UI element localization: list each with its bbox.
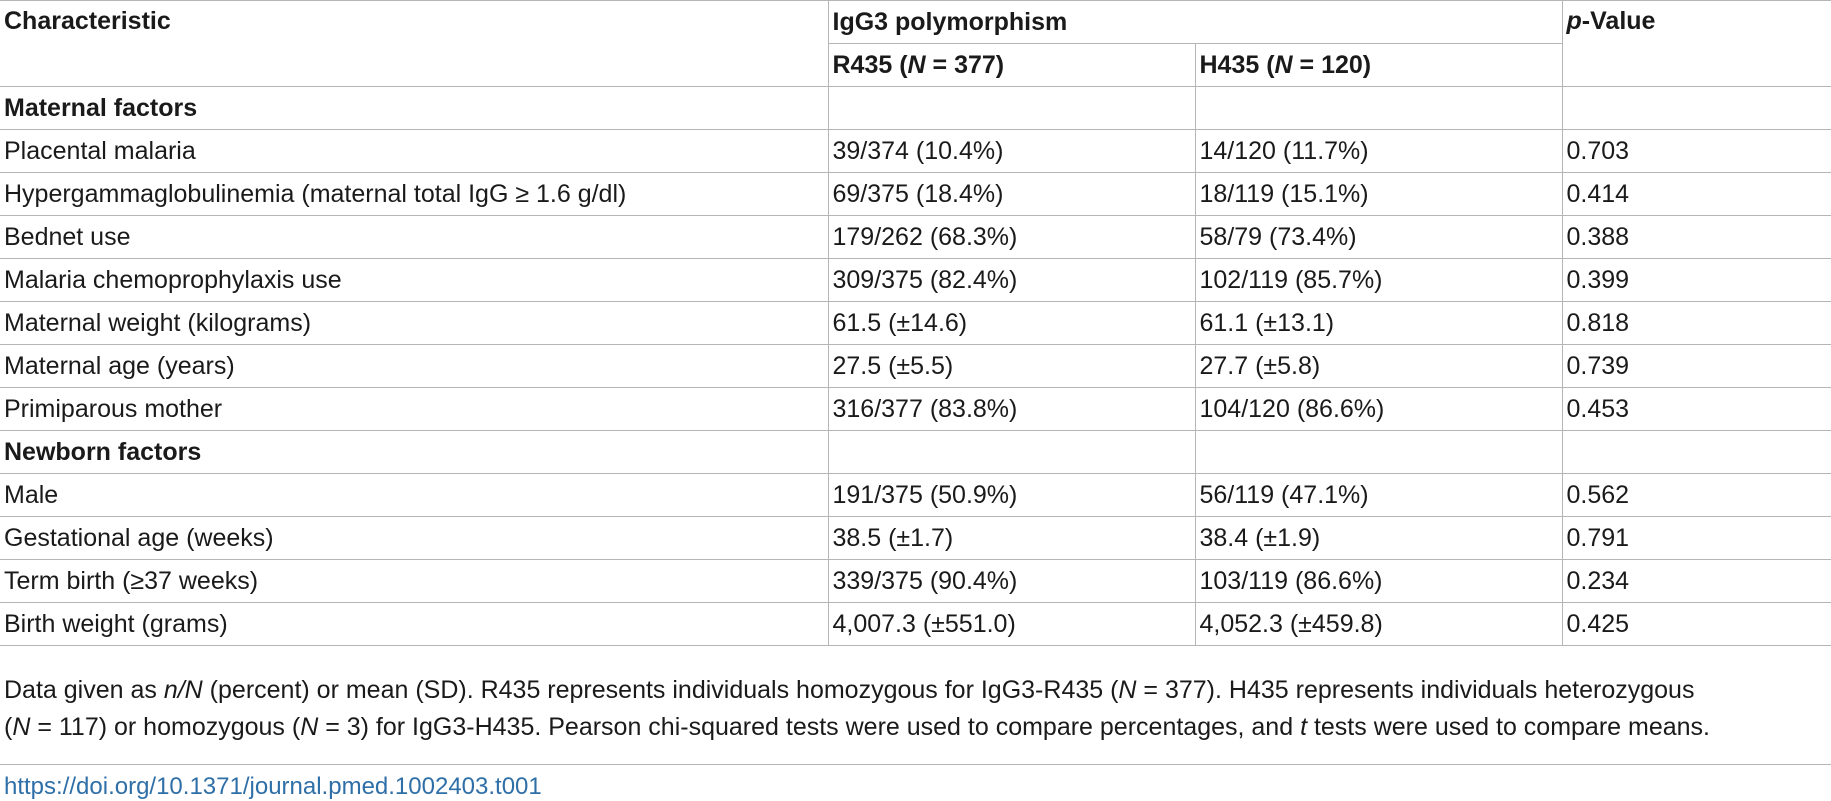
cell-r435: 38.5 (±1.7)	[828, 517, 1195, 560]
cell-p-value: 0.425	[1562, 603, 1831, 646]
p-value-suffix: -Value	[1581, 7, 1656, 35]
cell-characteristic: Term birth (≥37 weeks)	[0, 560, 828, 603]
cell-p-value: 0.703	[1562, 130, 1831, 173]
cell-p-value: 0.739	[1562, 345, 1831, 388]
p-italic: p	[1566, 7, 1582, 35]
footnote-italic: t	[1300, 713, 1308, 741]
header-p-value	[1562, 1, 1831, 87]
footnote-text: = 377). H435 represents individuals heterozygous	[1136, 676, 1695, 704]
cell-h435: 27.7 (±5.8)	[1195, 345, 1562, 388]
cell-characteristic: Placental malaria	[0, 130, 828, 173]
header-igg3-polymorphism: IgG3 polymorphism	[828, 1, 1562, 44]
table-row	[0, 345, 1831, 388]
empty-cell	[1562, 87, 1831, 130]
r435-n: N	[907, 50, 926, 79]
footnote-italic: N	[12, 713, 31, 741]
cell-r435: 27.5 (±5.5)	[828, 345, 1195, 388]
footnote-text: tests were used to compare means.	[1307, 713, 1710, 741]
cell-p-value: 0.414	[1562, 173, 1831, 216]
cell-r435: 4,007.3 (±551.0)	[828, 603, 1195, 646]
empty-cell	[1195, 87, 1562, 130]
table-row	[0, 560, 1831, 603]
cell-r435: 179/262 (68.3%)	[828, 216, 1195, 259]
section-row-newborn	[0, 431, 1831, 474]
cell-characteristic: Maternal weight (kilograms)	[0, 302, 828, 345]
cell-h435: 104/120 (86.6%)	[1195, 388, 1562, 431]
footnote-text: = 117) or homozygous (	[30, 713, 301, 741]
cell-p-value: 0.791	[1562, 517, 1831, 560]
empty-cell	[828, 431, 1195, 474]
footnote-text: (	[4, 713, 13, 741]
cell-characteristic: Male	[0, 474, 828, 517]
cell-h435: 58/79 (73.4%)	[1195, 216, 1562, 259]
cell-h435: 103/119 (86.6%)	[1195, 560, 1562, 603]
table-row	[0, 302, 1831, 345]
r435-count: = 377)	[925, 50, 1005, 79]
cell-h435: 56/119 (47.1%)	[1195, 474, 1562, 517]
footnote-italic: N	[1118, 676, 1137, 704]
table-footnote	[0, 660, 1831, 746]
h435-label: H435 (	[1199, 50, 1275, 79]
cell-characteristic: Malaria chemoprophylaxis use	[0, 259, 828, 302]
cell-characteristic: Bednet use	[0, 216, 828, 259]
empty-cell	[828, 87, 1195, 130]
cell-p-value: 0.388	[1562, 216, 1831, 259]
table-row	[0, 388, 1831, 431]
footnote-italic: n/N	[163, 676, 203, 704]
doi-link[interactable]: https://doi.org/10.1371/journal.pmed.1002403.t001	[4, 773, 542, 800]
table-row	[0, 173, 1831, 216]
section-maternal-factors: Maternal factors	[0, 87, 828, 130]
table-body	[0, 87, 1831, 646]
cell-p-value: 0.234	[1562, 560, 1831, 603]
empty-cell	[1195, 431, 1562, 474]
footnote-line-1	[4, 672, 1827, 709]
cell-h435: 14/120 (11.7%)	[1195, 130, 1562, 173]
header-characteristic: Characteristic	[0, 1, 828, 87]
cell-h435: 4,052.3 (±459.8)	[1195, 603, 1562, 646]
footnote-italic: N	[300, 713, 319, 741]
section-row-maternal	[0, 87, 1831, 130]
cell-r435: 191/375 (50.9%)	[828, 474, 1195, 517]
table-row	[0, 130, 1831, 173]
cell-p-value: 0.562	[1562, 474, 1831, 517]
table-row	[0, 603, 1831, 646]
cell-r435: 69/375 (18.4%)	[828, 173, 1195, 216]
table-row	[0, 216, 1831, 259]
cell-h435: 38.4 (±1.9)	[1195, 517, 1562, 560]
cell-r435: 309/375 (82.4%)	[828, 259, 1195, 302]
table-row	[0, 259, 1831, 302]
footnote-text: (percent) or mean (SD). R435 represents individuals homozygous for IgG3-R435 (	[202, 676, 1119, 704]
cell-characteristic: Maternal age (years)	[0, 345, 828, 388]
h435-n: N	[1274, 50, 1293, 79]
footnote-line-2	[4, 709, 1827, 746]
header-h435	[1195, 44, 1562, 87]
cell-r435: 339/375 (90.4%)	[828, 560, 1195, 603]
cell-characteristic: Birth weight (grams)	[0, 603, 828, 646]
cell-characteristic: Hypergammaglobulinemia (maternal total IgG ≥ 1.6 g/dl)	[0, 173, 828, 216]
header-row	[0, 1, 1831, 44]
cell-h435: 102/119 (85.7%)	[1195, 259, 1562, 302]
cell-r435: 316/377 (83.8%)	[828, 388, 1195, 431]
r435-label: R435 (	[832, 50, 908, 79]
header-r435	[828, 44, 1195, 87]
section-newborn-factors: Newborn factors	[0, 431, 828, 474]
cell-characteristic: Gestational age (weeks)	[0, 517, 828, 560]
cell-p-value: 0.818	[1562, 302, 1831, 345]
cell-h435: 18/119 (15.1%)	[1195, 173, 1562, 216]
h435-count: = 120)	[1292, 50, 1372, 79]
footnote-text: = 3) for IgG3-H435. Pearson chi-squared tests were used to compare percentages, and	[318, 713, 1301, 741]
cell-r435: 39/374 (10.4%)	[828, 130, 1195, 173]
cell-r435: 61.5 (±14.6)	[828, 302, 1195, 345]
empty-cell	[1562, 431, 1831, 474]
table-row	[0, 474, 1831, 517]
cell-p-value: 0.453	[1562, 388, 1831, 431]
table-row	[0, 517, 1831, 560]
cell-characteristic: Primiparous mother	[0, 388, 828, 431]
cell-h435: 61.1 (±13.1)	[1195, 302, 1562, 345]
footnote-text: Data given as	[4, 676, 164, 704]
cell-p-value: 0.399	[1562, 259, 1831, 302]
